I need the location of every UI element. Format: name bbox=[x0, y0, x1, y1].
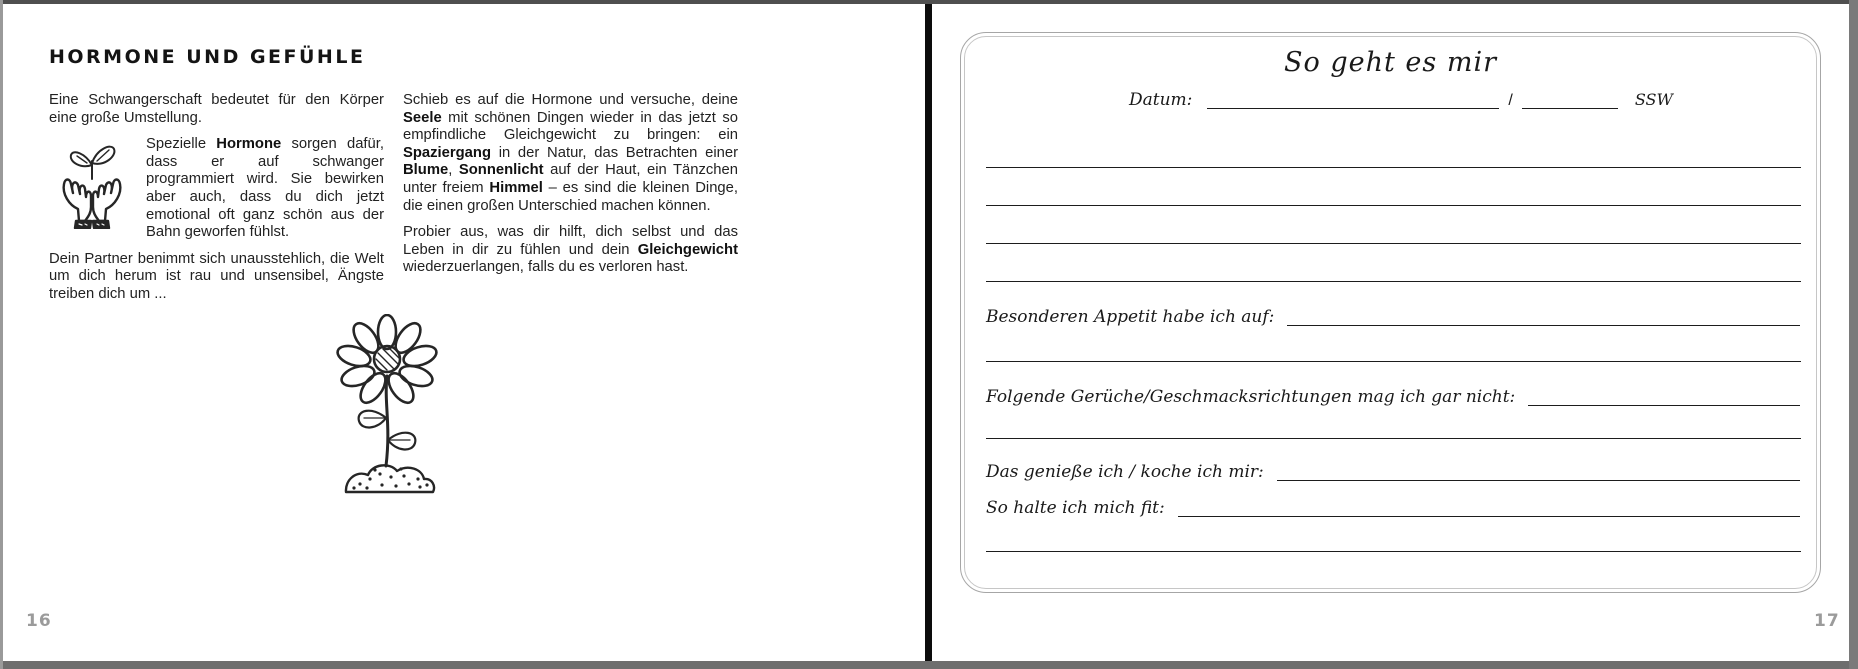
ruled-line bbox=[986, 281, 1801, 282]
ruled-line bbox=[986, 243, 1801, 244]
ruled-line bbox=[986, 438, 1801, 439]
prompt-row bbox=[986, 462, 1800, 483]
week-write-line bbox=[1522, 108, 1618, 109]
book-spine bbox=[925, 4, 932, 661]
prompt-label: Folgende Gerüche/Geschmacksrichtungen mag ich gar nicht: bbox=[986, 387, 1516, 407]
ruled-line bbox=[986, 167, 1801, 168]
prompt-row bbox=[986, 387, 1800, 408]
page-number-left: 16 bbox=[26, 611, 52, 631]
right-page-title: So geht es mir bbox=[1284, 47, 1497, 78]
paragraph-with-illustration bbox=[49, 136, 384, 251]
slash-separator: / bbox=[1508, 92, 1513, 109]
left-column bbox=[49, 92, 384, 313]
ruled-line bbox=[986, 551, 1801, 552]
paragraph: Schieb es auf die Hormone und versuche, deine Seele mit schönen Dingen wieder in das jetzt so empfindliche Gleichgewicht zu bringen: ein Spaziergang in der Natur, das Betrachten einer Blume, Sonnenlicht auf der Haut, ein Tänzchen unter freiem Himmel – es sind die kleinen Dinge, die einen großen Unterschied machen können. bbox=[403, 92, 739, 214]
daisy-flower-illustration bbox=[312, 314, 462, 504]
write-line bbox=[1287, 325, 1800, 326]
frame-right-bar bbox=[1849, 0, 1858, 669]
frame-bottom-bar bbox=[0, 661, 1858, 669]
date-write-line bbox=[1207, 108, 1499, 109]
write-line bbox=[1178, 516, 1800, 517]
hands-holding-sprout-illustration bbox=[49, 139, 135, 229]
paragraph: Probier aus, was dir hilft, dich selbst und das Leben in dir zu fühlen und dein Gleichgewicht wiederzuerlangen, falls du es verloren hast. bbox=[403, 224, 738, 276]
page-number-right: 17 bbox=[1814, 611, 1840, 631]
date-row bbox=[1129, 89, 1673, 111]
ruled-line bbox=[986, 361, 1801, 362]
paragraph: Eine Schwangerschaft bedeutet für den Körper eine große Umstellung. bbox=[49, 92, 384, 126]
prompt-label: Besonderen Appetit habe ich auf: bbox=[986, 307, 1275, 327]
prompt-label: So halte ich mich fit: bbox=[986, 498, 1165, 518]
right-column bbox=[403, 92, 738, 286]
prompt-row bbox=[986, 498, 1800, 519]
frame-left-bar bbox=[0, 0, 3, 669]
prompt-label: Das genieße ich / koche ich mir: bbox=[986, 462, 1264, 482]
journal-frame-box bbox=[960, 32, 1821, 593]
prompt-row bbox=[986, 307, 1800, 328]
paragraph: Dein Partner benimmt sich unausstehlich, die Welt um dich herum ist rau und unsensibel, Ängste treiben dich um ... bbox=[49, 250, 384, 302]
write-line bbox=[1277, 480, 1800, 481]
write-line bbox=[1528, 405, 1800, 406]
date-label: Datum: bbox=[1129, 90, 1193, 110]
ruled-line bbox=[986, 205, 1801, 206]
ssw-label: SSW bbox=[1634, 90, 1673, 109]
paragraph: Spezielle Hormone sorgen dafür, dass er auf schwanger programmiert wird. Sie bewirken aber auch, dass du dich jetzt emotional oft ganz schön aus der Bahn geworfen fühlst. bbox=[146, 136, 384, 241]
left-page-title: HORMONE UND GEFÜHLE bbox=[49, 46, 366, 68]
